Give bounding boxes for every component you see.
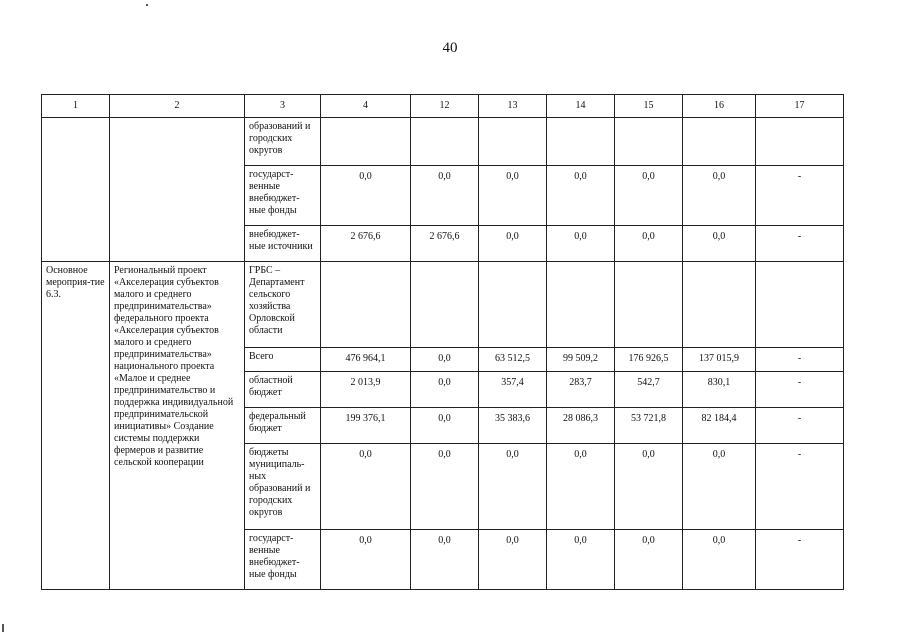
column-header: 1 [42,95,110,118]
column-header: 3 [245,95,321,118]
event-label: Основное мероприя-тие 6.3. [42,262,110,590]
value-cell [479,262,547,348]
value-cell: 357,4 [479,372,547,408]
value-cell: - [756,408,844,444]
value-cell [615,262,683,348]
value-cell: 0,0 [683,530,756,590]
value-cell: 476 964,1 [321,348,411,372]
value-cell: 53 721,8 [615,408,683,444]
page-number: 40 [442,40,458,56]
value-cell: 28 086,3 [547,408,615,444]
value-cell: - [756,530,844,590]
funding-source: Всего [245,348,321,372]
value-cell: 0,0 [411,166,479,226]
event-label-cell [42,118,110,262]
value-cell: 2 013,9 [321,372,411,408]
value-cell [479,118,547,166]
funding-source: ГРБС – Департамент сельского хозяйства Орловской области [245,262,321,348]
value-cell: 0,0 [615,226,683,262]
value-cell [321,118,411,166]
value-cell: - [756,372,844,408]
value-cell: - [756,226,844,262]
value-cell: - [756,348,844,372]
value-cell: 0,0 [411,530,479,590]
value-cell: - [756,166,844,226]
event-description: Региональный проект «Акселерация субъектов малого и среднего предпринимательства» федерального проекта «Акселерация субъектов малого и среднего предпринимательства» национального проекта «Малое и среднее предпринимательство и поддержка индивидуальной предпринимательской инициативы» Создание системы поддержки фермеров и развитие сельской кооперации [110,262,245,590]
value-cell: 2 676,6 [411,226,479,262]
value-cell [756,262,844,348]
value-cell: 0,0 [683,444,756,530]
column-header: 13 [479,95,547,118]
column-header: 17 [756,95,844,118]
value-cell [756,118,844,166]
funding-source: областной бюджет [245,372,321,408]
value-cell: 0,0 [683,226,756,262]
value-cell: 0,0 [411,372,479,408]
value-cell: 0,0 [547,530,615,590]
value-cell: 0,0 [615,530,683,590]
funding-source: государст-венные внебюджет-ные фонды [245,530,321,590]
value-cell [547,118,615,166]
value-cell: 0,0 [321,166,411,226]
value-cell [411,262,479,348]
value-cell: 82 184,4 [683,408,756,444]
value-cell: 2 676,6 [321,226,411,262]
table-body [42,95,844,590]
value-cell: 0,0 [547,444,615,530]
event-description-cell [110,118,245,262]
funding-source: внебюджет-ные источники [245,226,321,262]
value-cell: 830,1 [683,372,756,408]
value-cell: 0,0 [615,166,683,226]
column-header: 16 [683,95,756,118]
value-cell: 35 383,6 [479,408,547,444]
value-cell: 0,0 [479,444,547,530]
funding-source: образований и городских округов [245,118,321,166]
value-cell: 0,0 [615,444,683,530]
value-cell: 0,0 [479,530,547,590]
value-cell [547,262,615,348]
value-cell: - [756,444,844,530]
value-cell: 0,0 [479,226,547,262]
column-header: 14 [547,95,615,118]
table-row [42,262,844,348]
budget-table [41,94,844,590]
value-cell: 0,0 [547,226,615,262]
scan-speck [146,4,148,6]
column-header: 4 [321,95,411,118]
value-cell [683,262,756,348]
value-cell: 0,0 [321,530,411,590]
value-cell [683,118,756,166]
value-cell: 0,0 [411,408,479,444]
table-header-row [42,95,844,118]
value-cell: 176 926,5 [615,348,683,372]
table-row [42,118,844,166]
value-cell: 0,0 [479,166,547,226]
value-cell: 283,7 [547,372,615,408]
value-cell [321,262,411,348]
value-cell: 199 376,1 [321,408,411,444]
value-cell: 99 509,2 [547,348,615,372]
value-cell: 137 015,9 [683,348,756,372]
column-header: 2 [110,95,245,118]
value-cell: 0,0 [321,444,411,530]
value-cell: 0,0 [683,166,756,226]
column-header: 15 [615,95,683,118]
funding-source: государст-венные внебюджет-ные фонды [245,166,321,226]
value-cell: 0,0 [411,444,479,530]
scan-speck [2,624,4,632]
value-cell: 63 512,5 [479,348,547,372]
funding-source: бюджеты муниципаль-ных образований и городских округов [245,444,321,530]
column-header: 12 [411,95,479,118]
funding-source: федеральный бюджет [245,408,321,444]
value-cell [411,118,479,166]
value-cell: 0,0 [547,166,615,226]
value-cell: 542,7 [615,372,683,408]
value-cell: 0,0 [411,348,479,372]
value-cell [615,118,683,166]
